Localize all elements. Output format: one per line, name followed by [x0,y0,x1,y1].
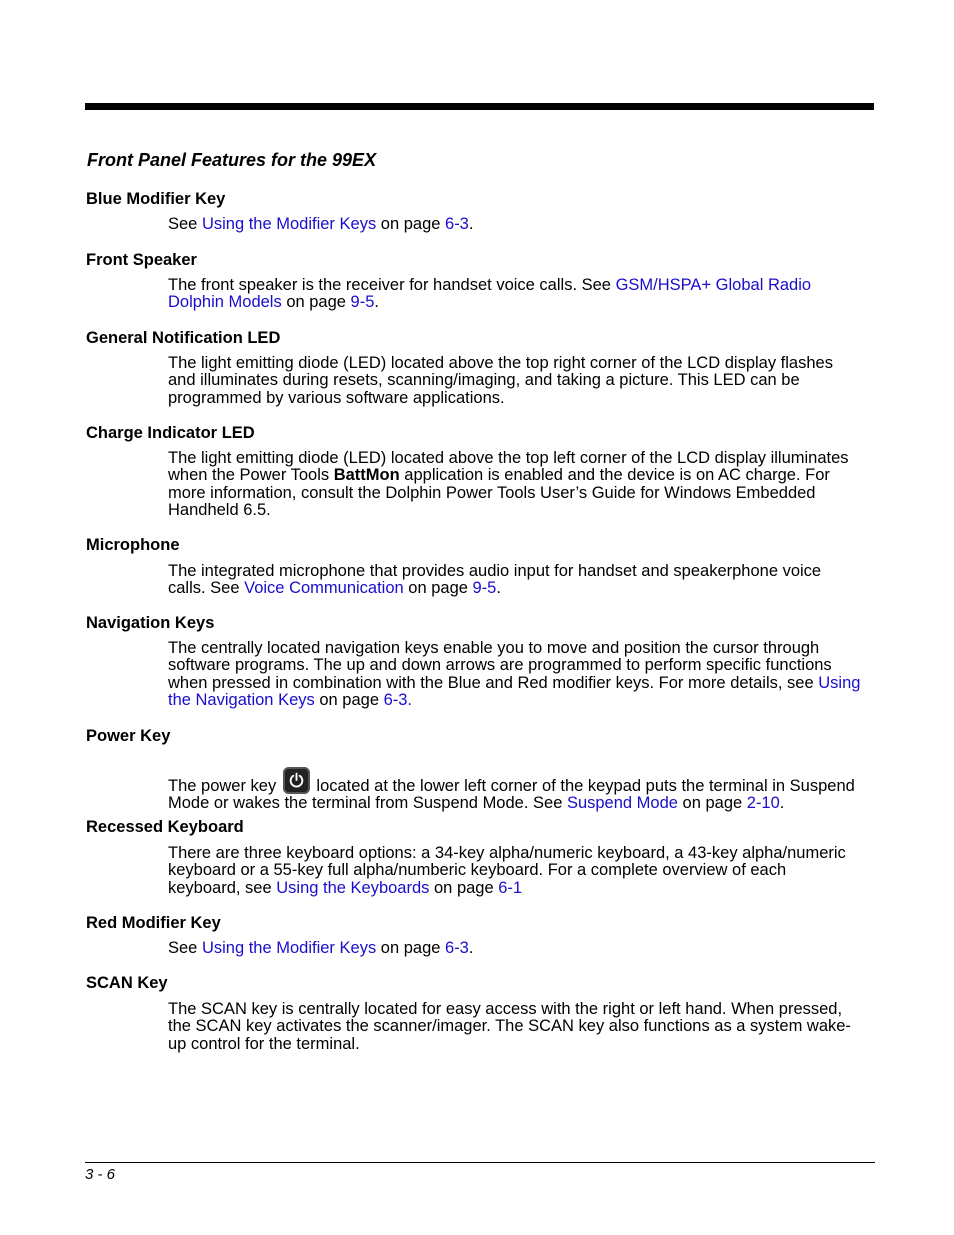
para-front-speaker [168,277,878,312]
text-line: The integrated microphone that provides audio input for handset and speakerphone voice [168,562,822,580]
heading-red-modifier-key: Red Modifier Key [86,914,221,932]
section-title: Front Panel Features for the 99EX [87,150,377,170]
text: when the Power Tools [168,466,334,485]
text: See [168,939,202,957]
para-scan-key [168,1001,878,1053]
text-line: up control for the terminal. [168,1034,360,1053]
link-page-2-10[interactable]: 2-10 [746,794,780,813]
heading-front-speaker: Front Speaker [86,251,197,269]
para-charge-indicator-led [168,450,878,519]
heading-recessed-keyboard: Recessed Keyboard [86,818,244,836]
text: on page [429,878,499,897]
text: on page [677,794,747,813]
text: The front speaker is the receiver for handset voice calls. See [168,276,616,294]
text-line: and illuminates during resets, scanning/imaging, and taking a picture. This LED can be [168,371,800,390]
text: application is enabled and the device is on AC charge. For [399,466,830,485]
text: on page [403,579,473,598]
text-line: software programs. The up and down arrows are programmed to perform specific functions [168,656,832,675]
text-line: The light emitting diode (LED) located above the top left corner of the LCD display illuminates [168,449,849,467]
text-line: more information, consult the Dolphin Power Tools User’s Guide for Windows Embedded [168,483,816,502]
text: . [468,939,474,957]
para-power-key [168,767,878,813]
text: on page [314,690,384,709]
link-voice-communication[interactable]: Voice Communication [244,579,404,598]
link-dolphin-models[interactable]: Dolphin Models [168,293,282,312]
text: calls. See [168,579,245,598]
para-red-modifier-key [168,940,878,957]
heading-general-notification-led: General Notification LED [86,329,281,347]
link-using-modifier-keys[interactable]: Using the Modifier Keys [201,939,377,957]
link-using-modifier-keys[interactable]: Using the Modifier Keys [201,215,377,233]
link-page-6-3[interactable]: 6-3. [383,690,413,709]
text-line: programmed by various software applications. [168,388,505,407]
link-using-the-keyboards[interactable]: Using the Keyboards [276,878,430,897]
text-line: The SCAN key is centrally located for easy access with the right or left hand. When pressed, [168,1000,843,1018]
text: . [779,794,785,813]
link-the-navigation-keys[interactable]: the Navigation Keys [168,690,315,709]
heading-scan-key: SCAN Key [86,974,168,992]
top-rule [85,103,874,110]
text: on page [376,939,446,957]
link-page-6-1[interactable]: 6-1 [498,878,523,897]
heading-blue-modifier-key: Blue Modifier Key [86,190,226,208]
text: See [168,215,202,233]
text: . [374,293,379,312]
page-number: 3 - 6 [85,1166,116,1183]
text-line: keyboard or a 55-key full alpha/numberic keyboard. For a complete overview of each [168,861,787,880]
link-page-6-3[interactable]: 6-3 [445,939,469,957]
heading-microphone: Microphone [86,536,180,554]
text: on page [281,293,351,312]
link-page-6-3[interactable]: 6-3 [445,215,469,233]
text: . [468,215,474,233]
text: . [496,579,501,598]
text: The power key [168,777,281,795]
heading-power-key: Power Key [86,727,171,745]
text: when pressed in combination with the Blue and Red modifier keys. For more details, see [168,673,819,692]
link-gsm-hspa-global-radio[interactable]: GSM/HSPA+ Global Radio [615,276,812,294]
text: located at the lower left corner of the keypad puts the terminal in Suspend [311,777,855,795]
para-blue-modifier-key [168,216,878,233]
para-navigation-keys [168,640,878,709]
text: Mode or wakes the terminal from Suspend Mode. See [168,794,567,813]
text: keyboard, see [168,878,277,897]
text: on page [376,215,446,233]
text-line: The centrally located navigation keys enable you to move and position the cursor through [168,639,820,657]
text-line: There are three keyboard options: a 34-key alpha/numeric keyboard, a 43-key alpha/numeric [168,844,846,862]
text-line: The light emitting diode (LED) located above the top right corner of the LCD display flashes [168,354,833,372]
para-recessed-keyboard [168,845,878,897]
link-page-9-5[interactable]: 9-5 [350,293,375,312]
para-general-notification-led [168,355,878,407]
para-microphone [168,563,878,598]
battmon-term: BattMon [333,466,400,485]
link-page-9-5[interactable]: 9-5 [472,579,497,598]
bottom-rule [85,1162,875,1163]
link-suspend-mode[interactable]: Suspend Mode [566,794,678,813]
link-using[interactable]: Using [818,673,861,692]
power-key-icon [283,767,310,794]
text-line: Handheld 6.5. [168,500,271,519]
heading-charge-indicator-led: Charge Indicator LED [86,424,255,442]
text-line: the SCAN key activates the scanner/imager. The SCAN key also functions as a system wake- [168,1017,851,1036]
heading-navigation-keys: Navigation Keys [86,614,215,632]
